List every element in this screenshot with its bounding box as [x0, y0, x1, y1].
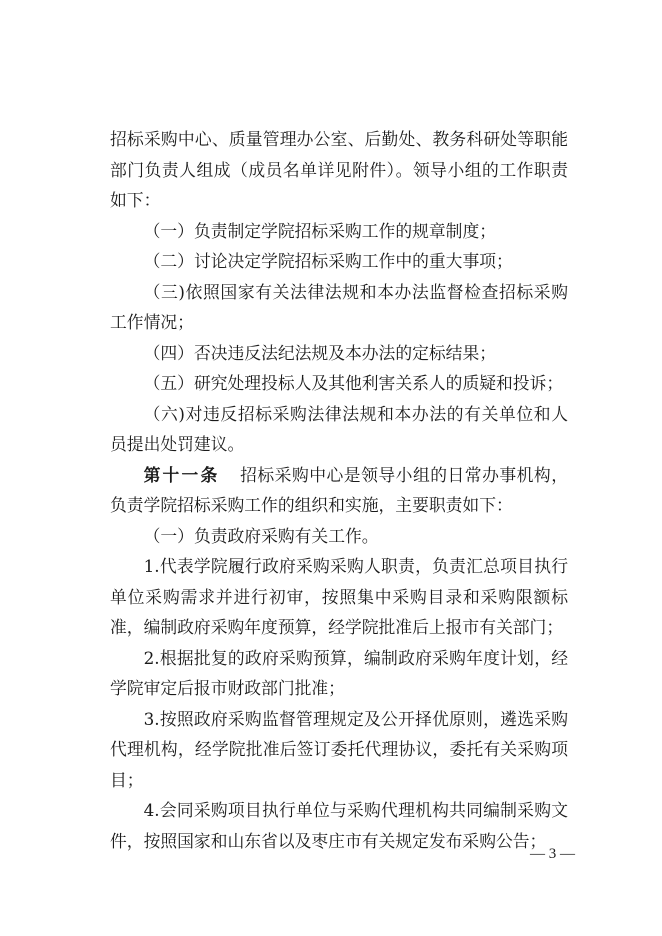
paragraph-item-2: 2.根据批复的政府采购预算，编制政府采购年度计划，经学院审定后报市财政部门批准； — [110, 647, 568, 698]
paragraph-duty-1: （一）负责制定学院招标采购工作的规章制度； — [143, 220, 497, 241]
article-11-text: 招标采购中心是领导小组的日常办事机构，负责学院招标采购工作的组织和实施，主要职责如下： — [110, 464, 568, 515]
paragraph-item-3: 3.按照政府采购监督管理规定及公开择优原则，遴选采购代理机构，经学院批准后签订委托代理协议，委托有关采购项目； — [110, 708, 568, 790]
article-11-heading: 第十一条 — [143, 464, 220, 485]
paragraph-duty-4: （四）否决违反法纪法规及本办法的定标结果； — [143, 342, 497, 363]
paragraph-duty-2: （二）讨论决定学院招标采购工作中的重大事项； — [143, 251, 513, 271]
article-11-paragraph — [110, 460, 568, 521]
paragraph-duty-3: （三)依照国家有关法律法规和本办法监督检查招标采购工作情况； — [110, 281, 568, 332]
page-number: — 3 — — [530, 846, 575, 862]
paragraph-item-1: 1.代表学院履行政府采购采购人职责，负责汇总项目执行单位采购需求并进行初审，按照集中采购目录和采购限额标准，编制政府采购年度预算，经学院批准后上报市有关部门； — [110, 556, 568, 637]
paragraph-item-4: 4.会同采购项目执行单位与采购代理机构共同编制采购文件，按照国家和山东省以及枣庄市有关规定发布采购公告； — [110, 800, 568, 851]
paragraph-gov-procurement: （一）负责政府采购有关工作。 — [143, 525, 379, 546]
paragraph-duty-5: （五）研究处理投标人及其他利害关系人的质疑和投诉； — [143, 373, 564, 393]
paragraph-duty-6: （六)对违反招标采购法律法规和本办法的有关单位和人员提出处罚建议。 — [110, 403, 568, 454]
document-body — [110, 124, 568, 856]
paragraph-leading-group-members: 招标采购中心、质量管理办公室、后勤处、教务科研处等职能部门负责人组成（成员名单详见附件）。领导小组的工作职责如下： — [110, 129, 568, 210]
